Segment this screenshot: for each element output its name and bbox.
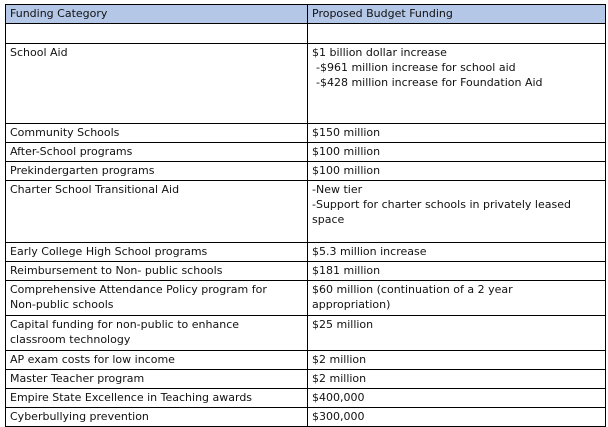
table-row	[6, 262, 606, 281]
category-cell: After-School programs	[6, 143, 308, 162]
funding-cell	[308, 281, 606, 316]
table-row	[6, 143, 606, 162]
funding-text: -New tier	[312, 183, 363, 196]
funding-detail: -$428 million increase for Foundation Aid	[316, 76, 543, 89]
table-row-empty	[6, 24, 606, 44]
table-row	[6, 408, 606, 427]
empty-cell	[6, 24, 308, 44]
category-text: classroom technology	[10, 333, 131, 346]
funding-cell: $181 million	[308, 262, 606, 281]
table-row	[6, 181, 606, 243]
category-cell: Early College High School programs	[6, 243, 308, 262]
table-row	[6, 162, 606, 181]
funding-cell: $100 million	[308, 162, 606, 181]
table-row	[6, 389, 606, 408]
funding-cell: $300,000	[308, 408, 606, 427]
category-cell: School Aid	[6, 44, 308, 124]
funding-cell	[308, 44, 606, 124]
category-text: Capital funding for non-public to enhance	[10, 318, 240, 331]
category-cell: Cyberbullying prevention	[6, 408, 308, 427]
funding-detail: -$961 million increase for school aid	[316, 61, 516, 74]
table-row	[6, 44, 606, 124]
funding-text: $1 billion dollar increase	[312, 46, 447, 59]
header-funding-category: Funding Category	[6, 5, 308, 24]
funding-detail: -Support for charter schools in privately leased	[312, 198, 571, 211]
funding-cell	[308, 181, 606, 243]
funding-cell: $150 million	[308, 124, 606, 143]
funding-text: appropriation)	[312, 298, 391, 311]
empty-cell	[308, 24, 606, 44]
funding-cell: $25 million	[308, 316, 606, 351]
budget-funding-table	[5, 4, 606, 427]
funding-cell: $2 million	[308, 351, 606, 370]
category-text: Comprehensive Attendance Policy program for	[10, 283, 267, 296]
table-row	[6, 281, 606, 316]
table-row	[6, 243, 606, 262]
table-header-row	[6, 5, 606, 24]
table-row	[6, 124, 606, 143]
funding-text: $60 million (continuation of a 2 year	[312, 283, 513, 296]
category-cell	[6, 281, 308, 316]
table-row	[6, 351, 606, 370]
category-cell: Reimbursement to Non- public schools	[6, 262, 308, 281]
category-text: Non-public schools	[10, 298, 114, 311]
funding-cell: $5.3 million increase	[308, 243, 606, 262]
table-row	[6, 370, 606, 389]
category-cell: Community Schools	[6, 124, 308, 143]
category-cell	[6, 316, 308, 351]
funding-cell: $2 million	[308, 370, 606, 389]
funding-cell: $100 million	[308, 143, 606, 162]
category-cell: Empire State Excellence in Teaching awards	[6, 389, 308, 408]
table-row	[6, 316, 606, 351]
category-cell: Charter School Transitional Aid	[6, 181, 308, 243]
header-proposed-budget-funding: Proposed Budget Funding	[308, 5, 606, 24]
funding-cell: $400,000	[308, 389, 606, 408]
category-cell: AP exam costs for low income	[6, 351, 308, 370]
category-cell: Prekindergarten programs	[6, 162, 308, 181]
funding-detail: space	[312, 213, 345, 226]
category-cell: Master Teacher program	[6, 370, 308, 389]
